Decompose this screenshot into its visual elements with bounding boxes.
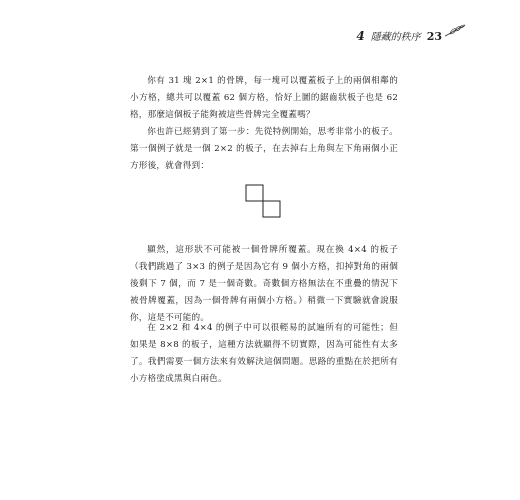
chapter-number: 4	[356, 29, 365, 43]
paragraph-text: 顯然，這形狀不可能被一個骨牌所覆蓋。現在換 4×4 的板子（我們跳過了 3×3 的例子是因為它有 9 個小方格，扣掉對角的兩個後剩下 7 個，而 7 是一個奇數。奇數個方格無法在不重疊的情況下被骨牌覆蓋，因為一個骨牌有兩個小方格。）稍微一下實驗就會說服你，這是不可能的。	[130, 245, 398, 323]
paragraph-dominoes	[130, 73, 398, 124]
leaf-icon	[444, 24, 466, 38]
paragraph-text: 在 2×2 和 4×4 的例子中可以很輕易的試遍所有的可能性；但如果是 8×8 的板子，這種方法就顯得不切實際，因為可能性有太多了。我們需要一個方法來有效解決這個問題。思路的重點在於把所有小方格塗成黑與白兩色。	[130, 323, 398, 384]
paragraph-first-step	[130, 124, 398, 175]
upper-left-square	[246, 185, 263, 201]
paragraph-four-by-four	[130, 242, 398, 327]
paragraph-text: 你有 31 塊 2×1 的骨牌，每一塊可以覆蓋板子上的兩個相鄰的小方格，總共可以覆蓋 62 個方格，恰好上圖的鋸齒狀板子也是 62 格，那麼這個板子能夠被這些骨牌完全覆蓋嗎？	[130, 76, 398, 120]
paragraph-eight-by-eight	[130, 320, 398, 388]
page-number: 23	[426, 30, 442, 43]
lower-right-square	[263, 201, 280, 217]
page-header	[356, 28, 442, 43]
chapter-title: 隱藏的秩序	[370, 32, 421, 43]
diagonal-squares-figure	[245, 184, 281, 218]
paragraph-text: 你也許已經猜到了第一步：先從特例開始，思考非常小的板子。第一個例子就是一個 2×2 的板子，在去掉右上角與左下角兩個小正方形後，就會得到：	[130, 127, 398, 171]
